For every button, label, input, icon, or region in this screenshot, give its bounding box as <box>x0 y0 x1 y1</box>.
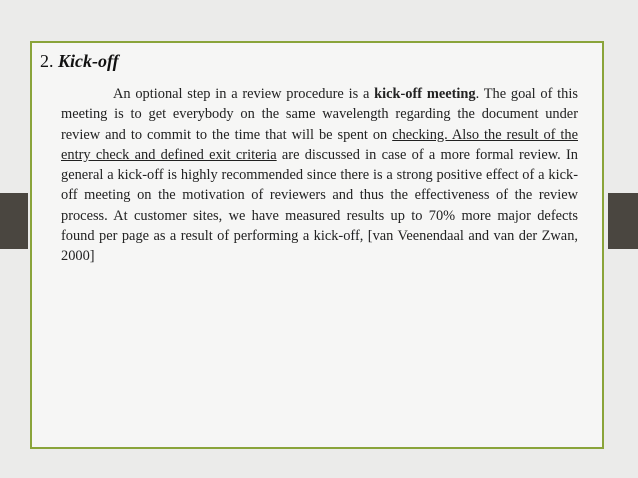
paragraph-text-3: are discussed in case of a more formal review. In general a kick-off is highly recommended since there is a strong positive effect of a kick-off meeting on the motivation of reviewers and thus the effectiveness of the review process. At customer sites, we have measured results up to 70% more major defects found per page as a result of performing a kick-off, [van Veenendaal and van der Zwan, 2000] <box>61 146 579 265</box>
left-accent-bar <box>0 193 28 249</box>
section-title: Kick-off <box>58 51 119 71</box>
bold-term: kick-off meeting <box>374 86 476 102</box>
underlined-text: checking. Also the result of the entry check and defined exit criteria <box>61 126 578 163</box>
paragraph-text-1: An optional step in a review procedure is a <box>113 86 375 102</box>
body-paragraph <box>61 84 578 267</box>
paragraph-text-2: . The goal of this meeting is to get everybody on the same wavelength regarding the document under review and to commit to the time that will be spent on <box>61 86 578 143</box>
section-number: 2. <box>40 51 54 71</box>
right-accent-bar <box>608 193 638 249</box>
section-heading <box>40 51 119 72</box>
